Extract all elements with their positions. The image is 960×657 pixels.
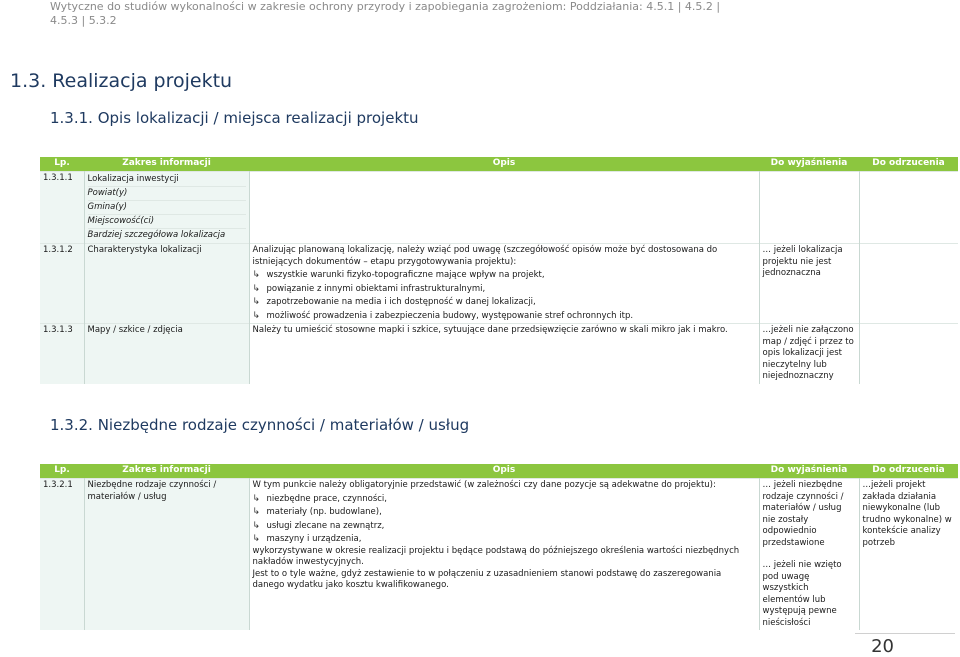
row-zakres bbox=[84, 172, 249, 244]
materials-table bbox=[40, 464, 958, 630]
table-row bbox=[40, 324, 958, 384]
list-item-text: materiały (np. budowlane), bbox=[266, 507, 382, 517]
list-item-text: możliwość prowadzenia i zabezpieczenia budowy, występowanie stref ochronnych itp. bbox=[266, 310, 634, 321]
row-odrzucenia bbox=[859, 324, 958, 384]
row-opis bbox=[249, 244, 759, 324]
list-item-text: powiązanie z innymi obiektami infrastrukturalnymi, bbox=[266, 283, 486, 294]
list-item bbox=[253, 284, 756, 296]
zakres-item: Miejscowość(ci) bbox=[88, 215, 246, 229]
page-divider bbox=[855, 633, 955, 634]
list-item bbox=[253, 311, 756, 323]
return-arrow-icon: ↳ bbox=[252, 507, 261, 517]
return-arrow-icon: ↳ bbox=[252, 270, 261, 280]
row-wyjasnienia: …jeżeli nie załączono map / zdjęć i przez to opis lokalizacji jest nieczytelny lub niejednoznaczny bbox=[759, 324, 859, 384]
zakres-item: Gmina(y) bbox=[88, 201, 246, 215]
opis-intro: Analizując planowaną lokalizację, należy wziąć pod uwagę (szczegółowość opisów może być dostosowana do istniejących dokumentów – etapu przygotowywania projektu): bbox=[252, 245, 718, 267]
list-item bbox=[253, 534, 756, 546]
row-zakres: Mapy / szkice / zdjęcia bbox=[84, 324, 249, 384]
row-lp: 1.3.2.1 bbox=[40, 479, 84, 631]
col-opis: Opis bbox=[249, 464, 759, 479]
row-zakres: Niezbędne rodzaje czynności / materiałów / usług bbox=[84, 479, 249, 631]
row-lp: 1.3.1.1 bbox=[40, 172, 84, 244]
row-odrzucenia bbox=[859, 244, 958, 324]
wyjasnienia-text: … jeżeli nie wzięto pod uwagę wszystkich elementów lub występują pewne nieścisłości bbox=[762, 560, 842, 628]
table-row bbox=[40, 479, 958, 631]
row-wyjasnienia bbox=[759, 479, 859, 631]
table-row bbox=[40, 172, 958, 244]
row-wyjasnienia: … jeżeli lokalizacja projektu nie jest jednoznaczna bbox=[759, 244, 859, 324]
row-odrzucenia bbox=[859, 172, 958, 244]
page-number: 20 bbox=[871, 636, 894, 657]
list-item-text: maszyny i urządzenia, bbox=[266, 534, 362, 544]
zakres-item: Bardziej szczegółowa lokalizacja bbox=[87, 230, 226, 240]
col-do-odrzucenia: Do odrzucenia bbox=[859, 464, 958, 479]
return-arrow-icon: ↳ bbox=[252, 534, 261, 544]
col-opis: Opis bbox=[249, 157, 759, 172]
row-lp: 1.3.1.2 bbox=[40, 244, 84, 324]
list-item-text: wszystkie warunki fizyko-topograficzne mające wpływ na projekt, bbox=[266, 270, 545, 280]
row-wyjasnienia bbox=[759, 172, 859, 244]
running-header: Wytyczne do studiów wykonalności w zakresie ochrony przyrody i zapobiegania zagrożeniom: Poddziałania: 4.5.1 | 4.5.2 | 4.5.3 | 5.3.2 bbox=[50, 0, 721, 27]
col-lp: Lp. bbox=[40, 464, 84, 479]
list-item bbox=[253, 297, 756, 309]
return-arrow-icon: ↳ bbox=[252, 520, 261, 531]
col-do-wyjasnienia: Do wyjaśnienia bbox=[759, 464, 859, 479]
list-item-text: usługi zlecane na zewnątrz, bbox=[266, 520, 385, 531]
return-arrow-icon: ↳ bbox=[252, 297, 261, 307]
list-item bbox=[253, 507, 756, 519]
location-table bbox=[40, 157, 958, 384]
row-opis: Należy tu umieścić stosowne mapki i szkice, sytuujące dane przedsięwzięcie zarówno w skali mikro jak i makro. bbox=[249, 324, 759, 384]
zakres-item: Powiat(y) bbox=[88, 187, 246, 201]
col-zakres: Zakres informacji bbox=[84, 464, 249, 479]
row-opis bbox=[249, 479, 759, 631]
row-lp: 1.3.1.3 bbox=[40, 324, 84, 384]
subsection-title-2: 1.3.2. Niezbędne rodzaje czynności / materiałów / usług bbox=[50, 416, 470, 434]
opis-intro: W tym punkcie należy obligatoryjnie przedstawić (w zależności czy dane pozycje są adekwatne do projektu): bbox=[252, 480, 716, 490]
col-zakres: Zakres informacji bbox=[84, 157, 249, 172]
list-item-text: niezbędne prace, czynności, bbox=[266, 493, 387, 504]
list-item-text: zapotrzebowanie na media i ich dostępność w danej lokalizacji, bbox=[266, 297, 536, 307]
table-row bbox=[40, 244, 958, 324]
section-title: 1.3. Realizacja projektu bbox=[10, 70, 233, 92]
return-arrow-icon: ↳ bbox=[252, 310, 261, 321]
row-opis bbox=[249, 172, 759, 244]
wyjasnienia-text: … jeżeli niezbędne rodzaje czynności / materiałów / usług nie zostały odpowiednio przedstawione bbox=[762, 480, 844, 548]
opis-paragraph: Jest to o tyle ważne, gdyż zestawienie to w połączeniu z uzasadnieniem stanowi podstawę do zaszeregowania danego wydatku jako kosztu kwalifikowanego. bbox=[252, 568, 722, 590]
zakres-title: Lokalizacja inwestycji bbox=[88, 173, 246, 187]
table-header-row bbox=[40, 157, 958, 172]
col-do-odrzucenia: Do odrzucenia bbox=[859, 157, 958, 172]
subsection-title-1: 1.3.1. Opis lokalizacji / miejsca realizacji projektu bbox=[50, 109, 419, 127]
col-do-wyjasnienia: Do wyjaśnienia bbox=[759, 157, 859, 172]
row-odrzucenia: …jeżeli projekt zakłada działania niewykonalne (lub trudno wykonalne) w kontekście analizy potrzeb bbox=[859, 479, 958, 631]
opis-paragraph: wykorzystywane w okresie realizacji projektu i będące podstawą do późniejszego określenia wartości niezbędnych nakładów inwestycyjnych. bbox=[252, 545, 740, 567]
list-item bbox=[253, 521, 756, 533]
list-item bbox=[253, 494, 756, 506]
return-arrow-icon: ↳ bbox=[252, 283, 261, 294]
row-zakres: Charakterystyka lokalizacji bbox=[84, 244, 249, 324]
return-arrow-icon: ↳ bbox=[252, 493, 261, 504]
col-lp: Lp. bbox=[40, 157, 84, 172]
list-item bbox=[253, 270, 756, 282]
table-header-row bbox=[40, 464, 958, 479]
